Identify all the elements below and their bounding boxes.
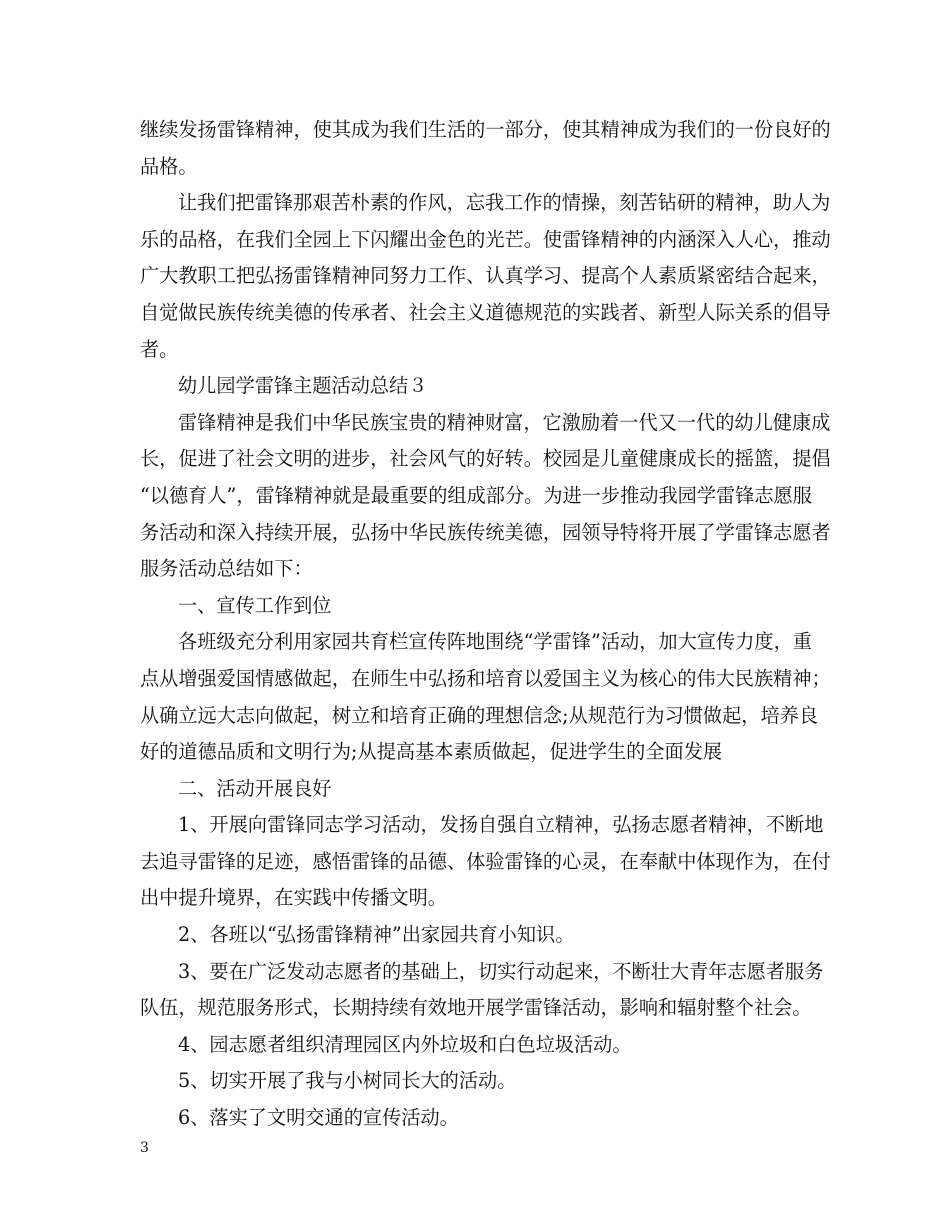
list-item-line: 6、落实了文明交通的宣传活动。 <box>178 1106 459 1130</box>
list-item-line: 3、要在广泛发动志愿者的基础上，切实行动起来，不断壮大青年志愿者服务 <box>178 959 824 983</box>
paragraph-start-line: 雷锋精神是我们中华民族宝贵的精神财富，它激励着一代又一代的幼儿健康成 <box>178 410 831 434</box>
text-line: 务活动和深入持续开展，弘扬中华民族传统美德，园领导特将开展了学雷锋志愿者 <box>140 520 831 544</box>
section-title: 幼儿园学雷锋主题活动总结３ <box>178 374 428 398</box>
paragraph-start-line: 各班级充分利用家园共育栏宣传阵地围绕“学雷锋”活动，加大宣传力度，重 <box>178 630 812 654</box>
list-item-line: 4、园志愿者组织清理园区内外垃圾和白色垃圾活动。 <box>178 1032 632 1056</box>
list-item-line: 5、切实开展了我与小树同长大的活动。 <box>178 1069 517 1093</box>
list-item-line: 2、各班以“弘扬雷锋精神”出家园共育小知识。 <box>178 923 575 947</box>
text-line: 品格。 <box>140 154 198 178</box>
paragraph-start-line: 让我们把雷锋那艰苦朴素的作风，忘我工作的情操，刻苦钻研的精神，助人为 <box>178 191 831 215</box>
document-body <box>140 112 831 1137</box>
subheading: 二、活动开展良好 <box>178 776 332 800</box>
subheading: 一、宣传工作到位 <box>178 593 332 617</box>
text-line: 广大教职工把弘扬雷锋精神同努力工作、认真学习、提高个人素质紧密结合起来， <box>140 264 831 288</box>
text-line: 自觉做民族传统美德的传承者、社会主义道德规范的实践者、新型人际关系的倡导 <box>140 300 831 324</box>
text-line: 继续发扬雷锋精神，使其成为我们生活的一部分，使其精神成为我们的一份良好的 <box>140 118 831 141</box>
text-line: 长，促进了社会文明的进步，社会风气的好转。校园是儿童健康成长的摇篮，提倡 <box>140 447 831 471</box>
page-number: 3 <box>140 1140 149 1156</box>
text-line: 从确立远大志向做起，树立和培育正确的理想信念;从规范行为习惯做起，培养良 <box>140 703 819 727</box>
list-item-line: 1、开展向雷锋同志学习活动，发扬自强自立精神，弘扬志愿者精神，不断地 <box>178 813 824 837</box>
text-line: 乐的品格，在我们全园上下闪耀出金色的光芒。使雷锋精神的内涵深入人心，推动 <box>140 227 831 251</box>
text-line: 队伍，规范服务形式，长期持续有效地开展学雷锋活动，影响和辐射整个社会。 <box>140 996 812 1020</box>
text-line: 出中提升境界，在实践中传播文明。 <box>140 886 447 910</box>
text-line: 者。 <box>140 337 179 361</box>
text-line: 服务活动总结如下： <box>140 557 313 581</box>
text-line: 点从增强爱国情感做起，在师生中弘扬和培育以爱国主义为核心的伟大民族精神； <box>140 666 831 690</box>
text-line: “以德育人”，雷锋精神就是最重要的组成部分。为进一步推动我园学雷锋志愿服 <box>140 483 812 507</box>
text-line: 去追寻雷锋的足迹，感悟雷锋的品德、体验雷锋的心灵，在奉献中体现作为，在付 <box>140 849 831 873</box>
text-line: 好的道德品质和文明行为;从提高基本素质做起，促进学生的全面发展 <box>140 740 723 764</box>
